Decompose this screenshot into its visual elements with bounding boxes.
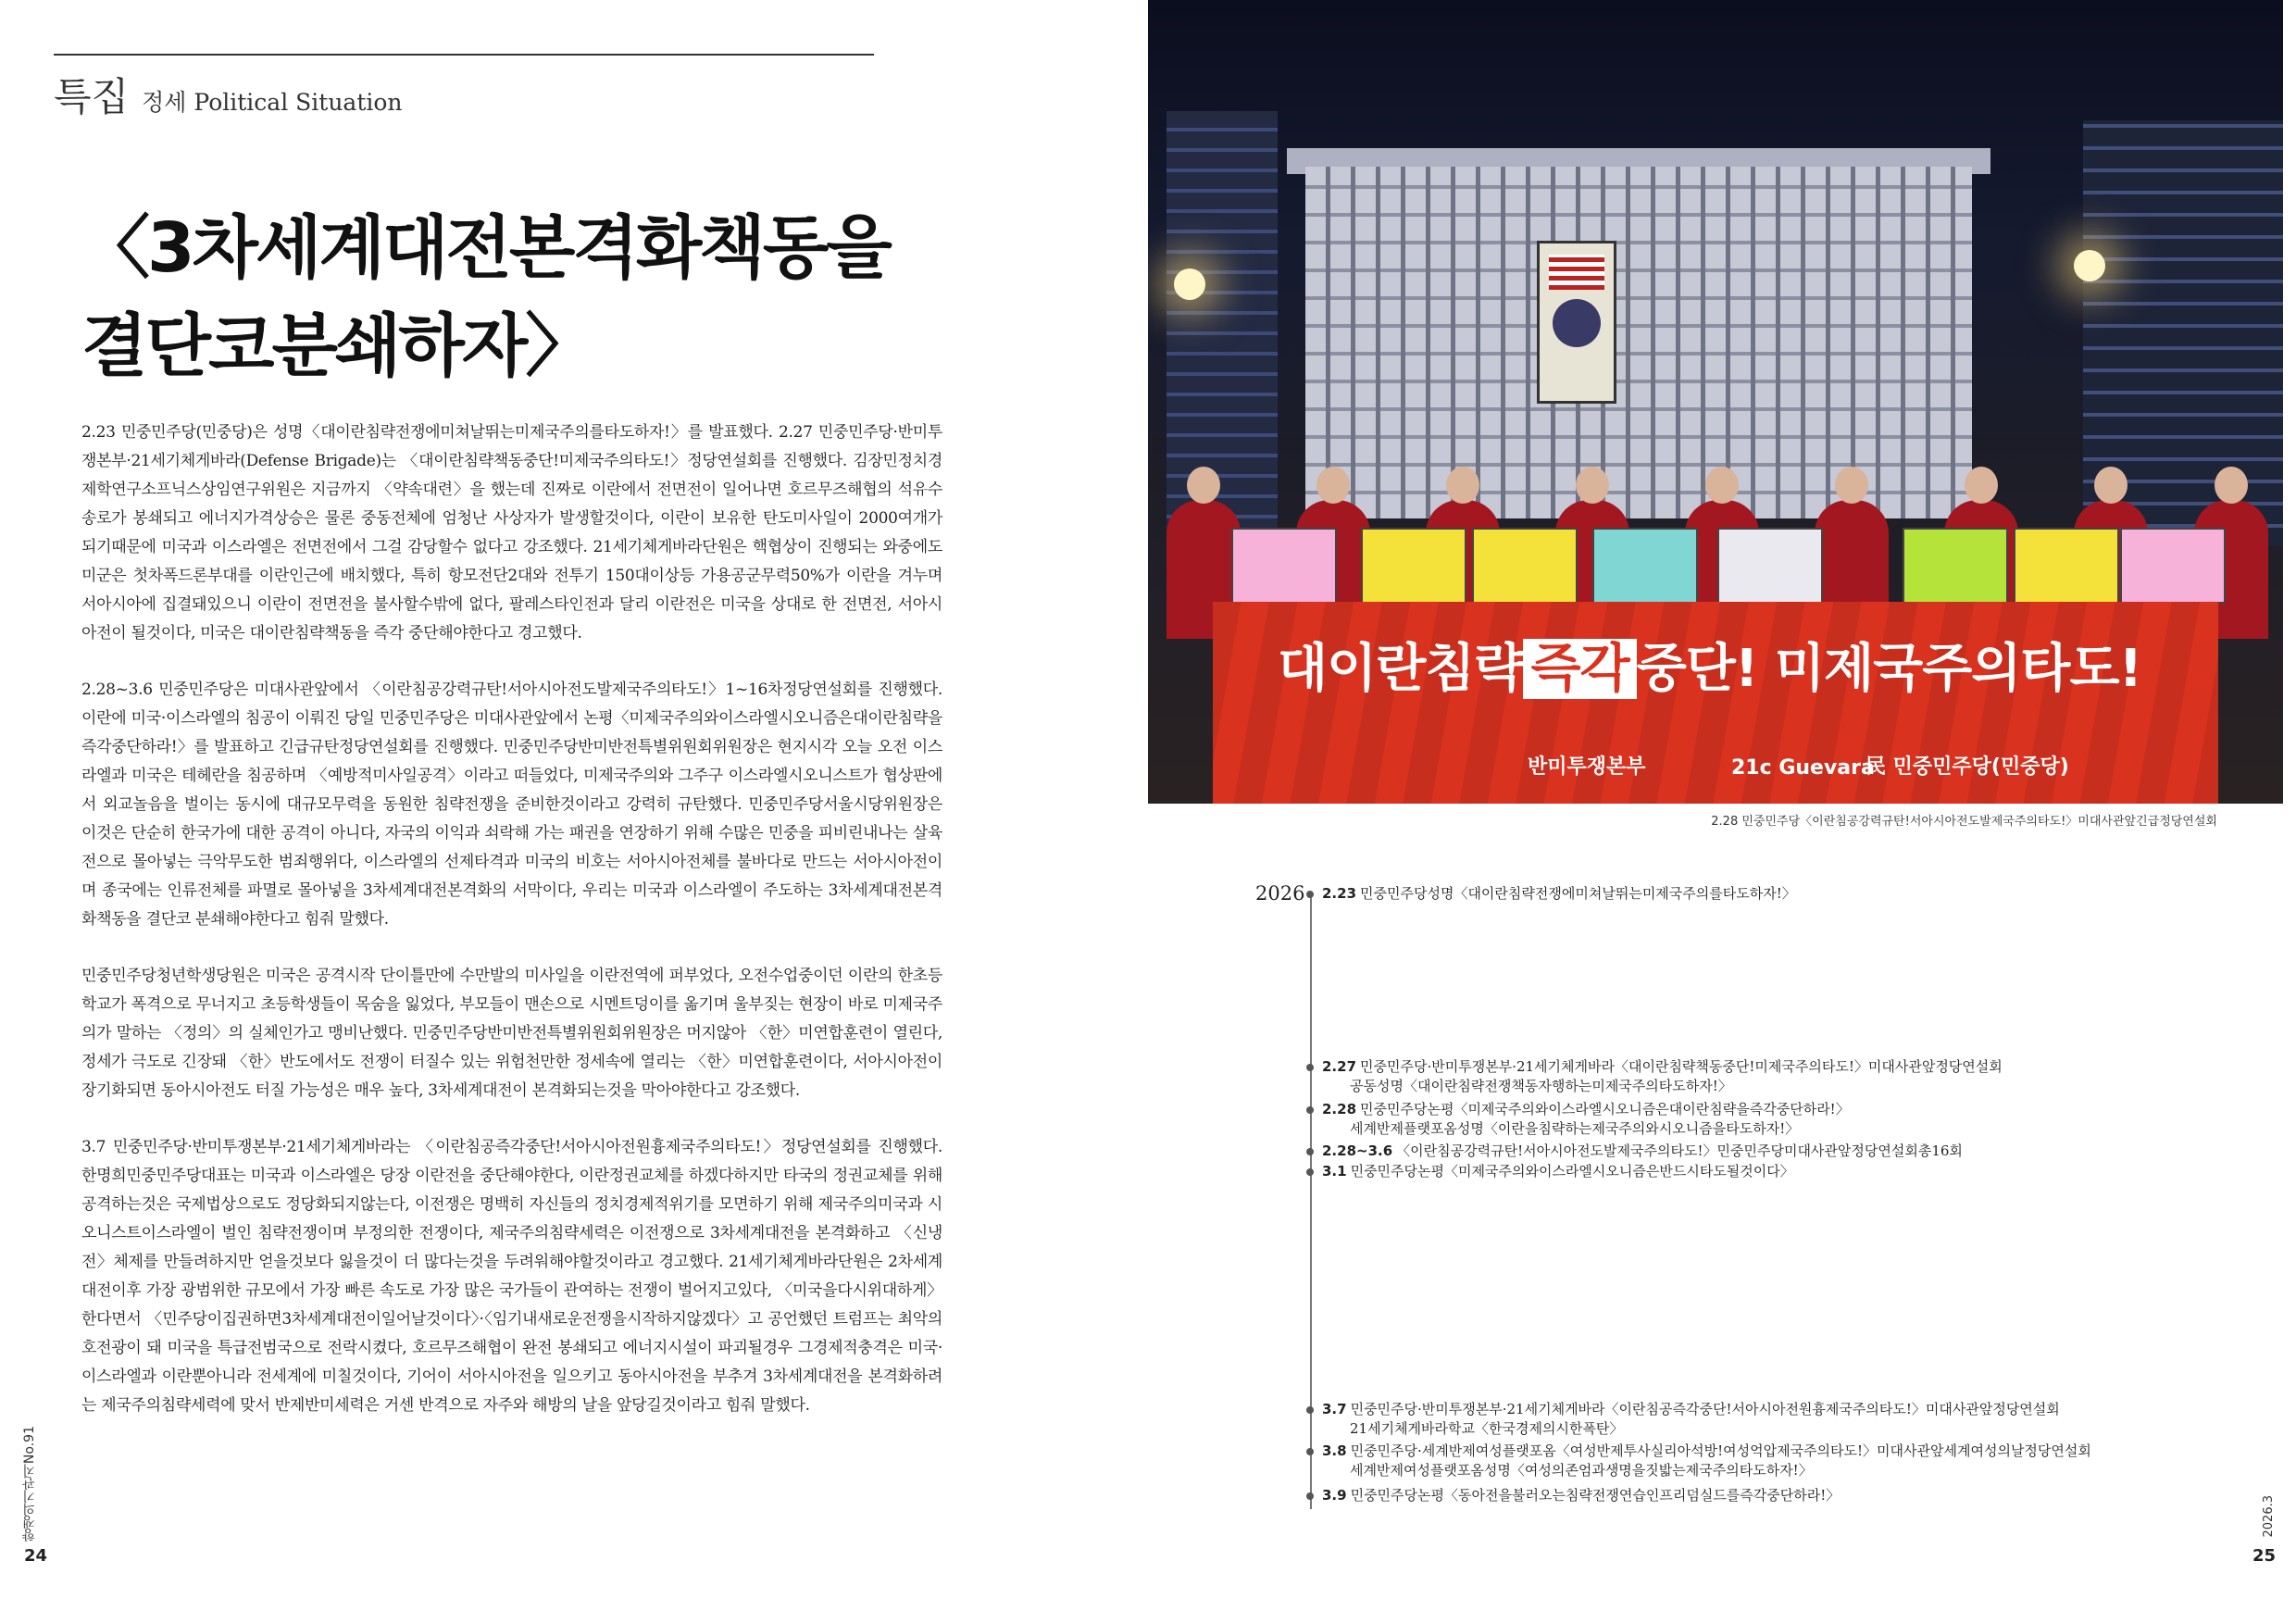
timeline-entry-date: 2.27 <box>1322 1058 1357 1075</box>
page-number-right: 25 <box>2252 1546 2276 1566</box>
section-label <box>54 67 403 122</box>
timeline-entry-text <box>1322 1162 2257 1181</box>
body-paragraph: 3.7 민중민주당·반미투쟁본부·21세기체게바라는 〈이란침공즉각중단!서아시아전원흉제국주의타도!〉정당연설회를 진행했다. 한명희민중민주당대표는 미국과 이스라엘은 당장 이란전을 중단해야한다, 이란정권교체를 하겠다하지만 타국의 정권교체를 위해 공격하는것은 국제법상으로도 정당화되지않는다, 이전쟁은 명백히 자신들의 정치경제적위기를 모면하기 위해 제국주의미국과 시오니스트이스라엘이 벌인 침략전쟁이며 부정의한 전쟁이다, 제국주의침략세력은 이전쟁으로 3차세계대전을 본격화하고 〈신냉전〉체제를 만들려하지만 얻을것보다 잃을것이 더 많다는것을 두려워해야할것이라고 경고했다. 21세기체게바라단원은 2차세계대전이후 가장 광범위한 규모에서 가장 빠른 속도로 가장 많은 국가들이 관여하는 전쟁이 벌어지고있다, 〈미국을다시위대하게〉 한다면서 〈민주당이집권하면3차세계대전이일어날것이다〉·〈임기내새로운전쟁을시작하지않겠다〉고 공언했던 트럼프는 최악의 호전광이 돼 미국을 특급전범국으로 전락시켰다, 호르무즈해협이 완전 봉쇄되고 에너지시설이 파괴될경우 그경제적충격은 미국·이스라엘과 이란뿐아니라 전세계에 미칠것이다, 기어이 서아시아전을 일으키고 동아시아전을 부추겨 3차세계대전을 본격화하려는 제국주의침략세력에 맞서 반제반미세력은 거센 반격으로 자주와 해방의 날을 앞당길것이라고 힘줘 말했다. <box>81 1138 942 1415</box>
photo-picket-sign <box>1717 528 1823 604</box>
publication-label: 향쟁의기관지No.91 <box>22 1426 37 1542</box>
timeline-entry-desc: 민중민주당성명〈대이란침략전쟁에미쳐날뛰는미제국주의를타도하자!〉 <box>1360 885 1796 902</box>
banner-org-logo: 반미투쟁본부 <box>1528 755 1646 779</box>
banner-org-logo: 21c Guevara <box>1731 756 1875 780</box>
timeline-entry-desc: 〈이란침공강력규탄!서아시아전도발제국주의타도!〉민중민주당미대사관앞정당연설회총16회 <box>1396 1142 1963 1159</box>
timeline-dot-icon <box>1306 1106 1314 1114</box>
protester-head <box>1576 467 1609 504</box>
body-paragraph: 민중민주당청년학생당원은 미국은 공격시작 단이틀만에 수만발의 미사일을 이란전역에 퍼부었다, 오전수업중이던 이란의 한초등학교가 폭격으로 무너지고 초등학생들이 목숨을 잃었다, 부모들이 맨손으로 시멘트덩이를 옮기며 울부짖는 현장이 바로 미제국주의가 말하는 〈정의〉의 실체인가고 맹비난했다. 민중민주당반미반전특별위원회위원장은 머지않아 〈한〉미연합훈련이 열린다, 정세가 극도로 긴장돼 〈한〉반도에서도 전쟁이 터질수 있는 위험천만한 정세속에 열리는 〈한〉미연합훈련이다, 서아시아전이 장기화되면 동아시아전도 터질 가능성은 매우 높다, 3차세계대전이 본격화되는것을 막아야한다고 강조했다. <box>81 967 942 1100</box>
timeline-entry-desc: 민중민주당논평〈동아전을불러오는침략전쟁연습인프리덤실드를즉각중단하라!〉 <box>1350 1487 1841 1504</box>
photo-picket-sign <box>1361 528 1466 604</box>
article-title <box>81 199 1100 395</box>
timeline-dot-icon <box>1306 1492 1314 1500</box>
section-label-sub: 정세 Political Situation <box>142 89 403 116</box>
protest-banner <box>1213 602 2218 804</box>
timeline-line <box>1310 894 1312 1509</box>
protest-photo <box>1148 0 2283 804</box>
timeline-dot-icon <box>1306 1168 1314 1176</box>
timeline-entry-desc: 민중민주당논평〈미제국주의와이스라엘시오니즘은대이란침략을즉각중단하라!〉 <box>1360 1101 1850 1117</box>
body-paragraph: 2.28~3.6 민중민주당은 미대사관앞에서 〈이란침공강력규탄!서아시아전도발제국주의타도!〉1~16차정당연설회를 진행했다. 이란에 미국·이스라엘의 침공이 이뤄진 당일 민중민주당은 미대사관앞에서 논평〈미제국주의와이스라엘시오니즘은대이란침략을즉각중단하라!〉를 발표하고 긴급규탄정당연설회를 진행했다. 민중민주당반미반전특별위원회위원장은 현지시각 오늘 오전 이스라엘과 미국은 테헤란을 침공하며 〈예방적미사일공격〉이라고 떠들었다, 미제국주의와 그주구 이스라엘시오니스트가 협상판에서 외교놀음을 벌이는 동시에 대규모무력을 동원한 침략전쟁을 준비한것이라고 강력히 규탄했다. 민중민주당서울시당위원장은 이것은 단순히 한국가에 대한 공격이 아니다, 자국의 이익과 쇠락해 가는 패권을 연장하기 위해 수많은 민중을 피비린내나는 살육전으로 몰아넣는 극악무도한 범죄행위다, 이스라엘의 선제타격과 미국의 비호는 서아시아전체를 불바다로 만드는 서아시아전이며 종국에는 인류전체를 파멸로 몰아넣을 3차세계대전본격화의 서막이다, 우리는 미국과 이스라엘이 주도하는 3차세계대전본격화책동을 결단코 분쇄해야한다고 힘줘 말했다. <box>81 680 942 929</box>
timeline-entry-sub: 세계반제여성플랫포옴성명〈여성의존엄과생명을짓밟는제국주의타도하자!〉 <box>1350 1462 1813 1479</box>
article-title-line1: 〈3차세계대전본격화책동을 <box>81 208 890 288</box>
timeline-dot-icon <box>1306 1406 1314 1414</box>
protester-head <box>2094 467 2128 504</box>
timeline-entry-sub: 공동성명〈대이란침략전쟁책동자행하는미제국주의타도하자!〉 <box>1350 1078 1732 1094</box>
timeline-entry-text <box>1322 1442 2257 1480</box>
timeline-entry-text <box>1322 1400 2257 1439</box>
timeline-dot-icon <box>1306 1148 1314 1155</box>
timeline-entry-date: 3.7 <box>1322 1401 1347 1417</box>
photo-embassy-seal <box>1537 241 1616 404</box>
timeline-entry-sub: 세계반제플랫포옴성명〈이란을침략하는제국주의와시오니즘을타도하자!〉 <box>1350 1120 1800 1137</box>
timeline-entry-sub: 21세기체게바라학교〈한국경제의시한폭탄〉 <box>1350 1420 1624 1437</box>
protester-head <box>2215 467 2248 504</box>
timeline-entry-date: 3.1 <box>1322 1163 1347 1180</box>
article-body <box>81 418 942 1448</box>
photo-embassy-building <box>1305 167 1972 518</box>
timeline-entry-desc: 민중민주당논평〈미제국주의와이스라엘시오니즘은반드시타도될것이다〉 <box>1350 1163 1794 1180</box>
banner-slogan-part1: 대이란침략 <box>1278 639 1524 699</box>
timeline-entry-desc: 민중민주당·반미투쟁본부·21세기체게바라〈이란침공즉각중단!서아시아전원흉제국주의타도!〉미대사관앞정당연설회 <box>1350 1401 2060 1417</box>
streetlight-icon <box>1174 268 1205 300</box>
banner-org-logo: 民 민중민주당(민중당) <box>1866 755 2069 779</box>
photo-picket-sign <box>1472 528 1578 604</box>
timeline-dot-icon <box>1306 891 1314 898</box>
timeline-entry-text <box>1322 1142 2257 1161</box>
timeline-year: 2026 <box>1255 882 1305 905</box>
photo-picket-sign <box>2120 528 2226 604</box>
timeline-dot-icon <box>1306 1064 1314 1071</box>
timeline-entry-text <box>1322 884 2257 904</box>
streetlight-icon <box>2074 250 2105 281</box>
header-rule <box>54 54 874 56</box>
section-label-main: 특집 <box>54 74 130 119</box>
timeline-entry-date: 2.28 <box>1322 1101 1357 1117</box>
photo-picket-sign <box>2014 528 2119 604</box>
emblem-icon <box>1553 299 1601 347</box>
photo-picket-sign <box>1903 528 2008 604</box>
protester-head <box>1446 467 1479 504</box>
photo-picket-sign <box>1231 528 1337 604</box>
timeline-entry-date: 2.28~3.6 <box>1322 1142 1393 1159</box>
protester-head <box>1316 467 1350 504</box>
timeline-entry-text <box>1322 1100 2257 1139</box>
timeline-entry-date: 2.23 <box>1322 885 1357 902</box>
protester-head <box>1965 467 1998 504</box>
protester-head <box>1187 467 1220 504</box>
photo-caption: 2.28 민중민주당〈이란침공강력규탄!서아시아전도발제국주의타도!〉미대사관앞긴급정당연설회 <box>1711 815 2217 829</box>
timeline-entry-date: 3.8 <box>1322 1442 1347 1459</box>
photo-tower-left <box>1167 111 1278 556</box>
body-paragraph: 2.23 민중민주당(민중당)은 성명〈대이란침략전쟁에미쳐날뛰는미제국주의를타도하자!〉를 발표했다. 2.27 민중민주당·반미투쟁본부·21세기체게바라(Defense Brigade)는 〈대이란침략책동중단!미제국주의타도!〉정당연설회를 진행했다. 김장민정치경제학연구소프닉스상임연구위원은 지금까지 〈약속대련〉을 했는데 진짜로 이란에서 전면전이 일어나면 호르무즈해협의 석유수송로가 봉쇄되고 에너지가격상승은 물론 중동전체에 엄청난 사상자가 발생할것이다, 이란이 보유한 탄도미사일이 2000여개가 되기때문에 미국과 이스라엘은 전면전에서 그걸 감당할수 없다고 강조했다. 21세기체게바라단원은 핵협상이 진행되는 와중에도 미군은 첫차폭드론부대를 이란인근에 배치했다, 특히 항모전단2대와 전투기 150대이상등 가용공군무력50%가 이란을 겨누며 서아시아에 집결돼있으니 이란이 전면전을 불사할수밖에 없다, 팔레스타인전과 달리 이란전은 미국을 상대로 한 전면전, 서아시아전이 될것이다, 미국은 대이란침략책동을 즉각 중단해야한다고 경고했다. <box>81 423 942 643</box>
photo-picket-sign <box>1592 528 1698 604</box>
article-title-line2: 결단코분쇄하자〉 <box>81 306 592 386</box>
right-page <box>1148 0 2296 1623</box>
banner-slogan-highlight: 즉각 <box>1523 639 1636 699</box>
protester-head <box>1705 467 1739 504</box>
protester-head <box>1835 467 1868 504</box>
timeline-entry-desc: 민중민주당·반미투쟁본부·21세기체게바라〈대이란침략책동중단!미제국주의타도!〉미대사관앞정당연설회 <box>1360 1058 2003 1075</box>
timeline-entry-desc: 민중민주당·세계반제여성플랫포옴〈여성반제투사실리아석방!여성억압제국주의타도!〉미대사관앞세계여성의날정당연설회 <box>1350 1442 2091 1459</box>
issue-date: 2026.3 <box>2262 1495 2276 1538</box>
timeline-dot-icon <box>1306 1448 1314 1455</box>
banner-slogan-part2: 중단! 미제국주의타도! <box>1636 639 2142 699</box>
banner-slogan <box>1278 628 2166 702</box>
timeline-entry-date: 3.9 <box>1322 1487 1347 1504</box>
timeline-entry-text <box>1322 1057 2257 1096</box>
page-number-left: 24 <box>24 1546 48 1566</box>
timeline-entry-text <box>1322 1486 2257 1505</box>
us-flag-icon <box>1549 255 1604 290</box>
